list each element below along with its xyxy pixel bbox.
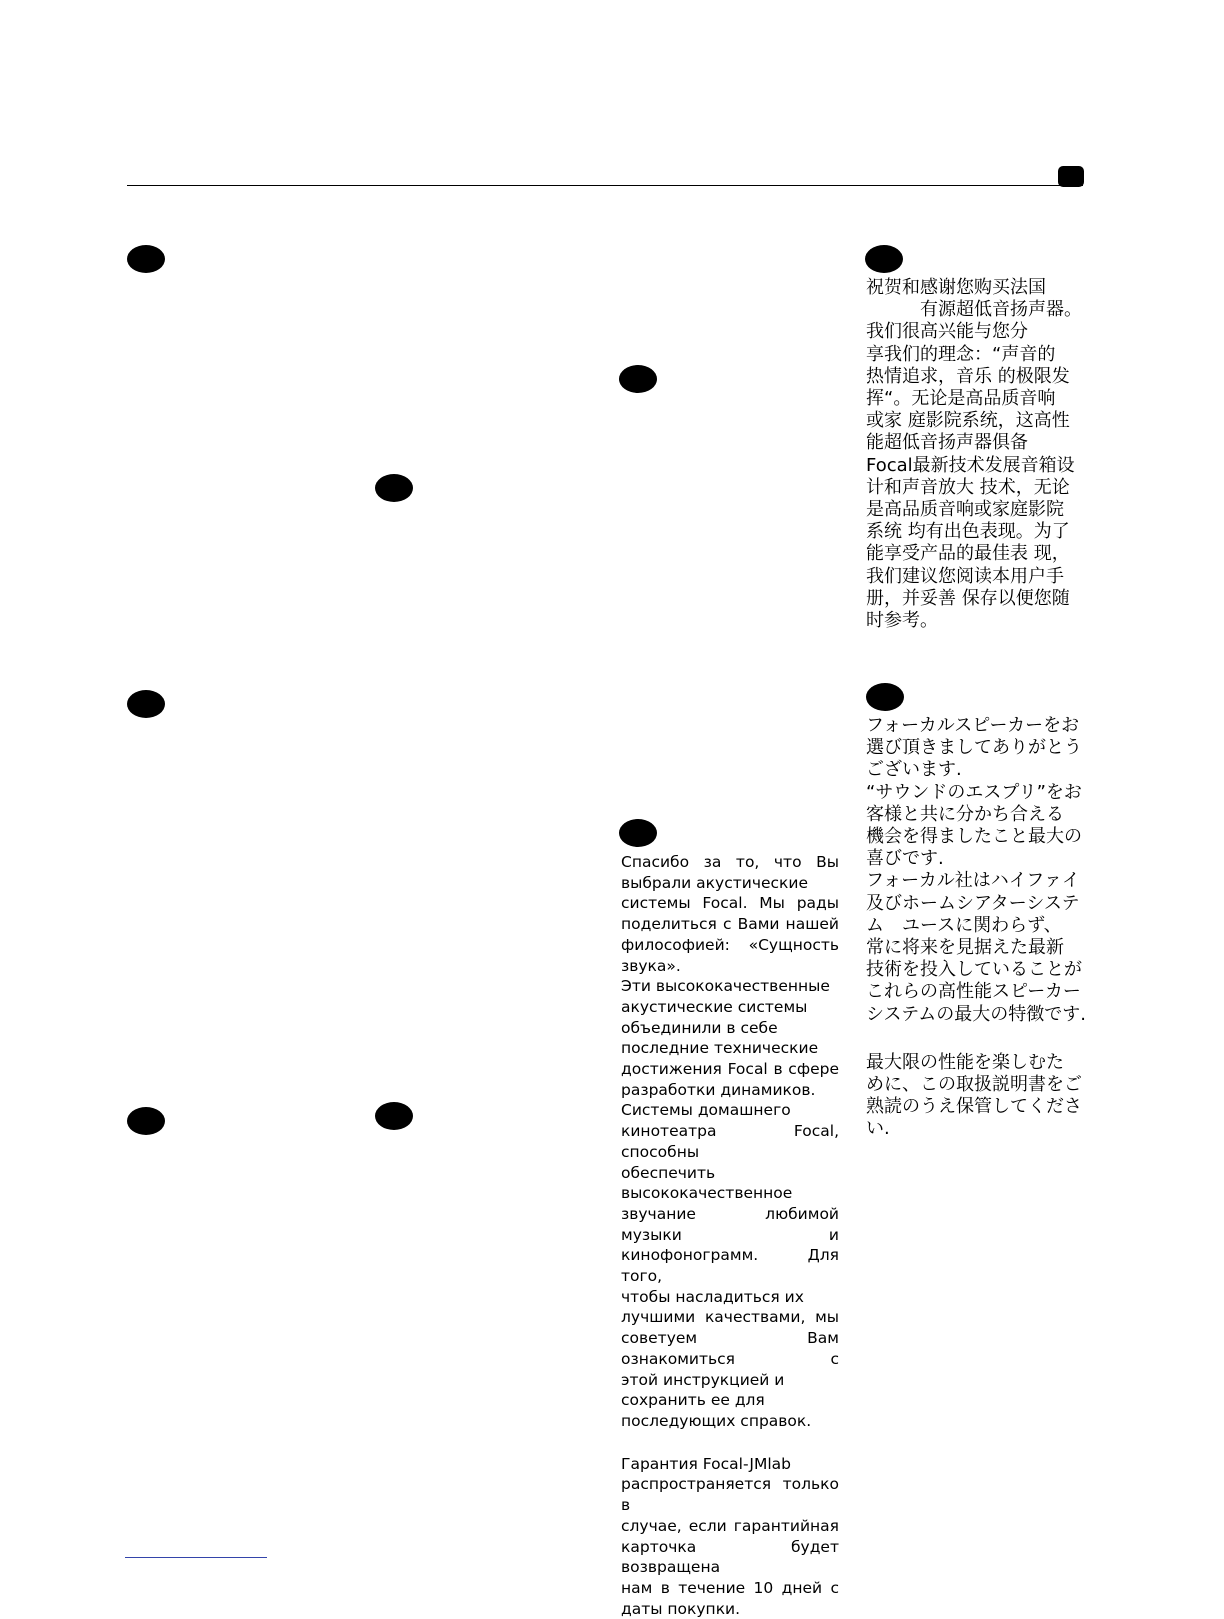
text-line: 能享受产品的最佳表 现， bbox=[866, 543, 1070, 565]
text-line: 技術を投入していることが bbox=[866, 959, 1082, 981]
text-line: последние технические bbox=[621, 1039, 819, 1058]
text-line: Системы домашнего bbox=[621, 1101, 791, 1120]
text-line: 喜びです. bbox=[866, 848, 944, 870]
text-line: системы Focal. Мы рады bbox=[621, 894, 839, 913]
language-marker-zh bbox=[865, 245, 903, 273]
text-line: Гарантия Focal-JMlab bbox=[621, 1454, 791, 1473]
text-line: высококачественное bbox=[621, 1184, 793, 1203]
text-line: кинотеатра Focal, способны bbox=[621, 1122, 839, 1161]
language-marker-3 bbox=[127, 690, 165, 718]
text-line: обеспечить bbox=[621, 1163, 716, 1182]
text-line: システムの最大の特徴です. bbox=[866, 1003, 1086, 1025]
text-line: 时参考。 bbox=[866, 610, 938, 632]
text-line: 機会を得ましたこと最大の bbox=[866, 826, 1082, 848]
japanese-intro-paragraph bbox=[866, 715, 1088, 1026]
text-line: 我们很高兴能与您分 bbox=[866, 321, 1028, 343]
text-line: ム ユースに関わらず、 bbox=[866, 914, 1062, 936]
text-line: 册，并妥善 保存以便您随 bbox=[866, 587, 1070, 609]
text-line: лучшими качествами, мы bbox=[621, 1308, 839, 1327]
japanese-manual-paragraph bbox=[866, 1052, 1088, 1141]
text-line: последующих справок. bbox=[621, 1411, 812, 1430]
russian-text-block bbox=[621, 852, 839, 1619]
text-line: 是高品质音响或家庭影院 bbox=[866, 499, 1064, 521]
text-line: ございます. bbox=[866, 759, 962, 781]
text-line: чтобы насладиться их bbox=[621, 1287, 804, 1306]
text-line: めに、この取扱説明書をご bbox=[866, 1074, 1082, 1096]
text-line: этой инструкцией и bbox=[621, 1370, 785, 1389]
text-line: распространяется только в bbox=[621, 1475, 839, 1515]
text-line: акустические системы bbox=[621, 997, 808, 1016]
text-line: достижения Focal в сфере bbox=[621, 1060, 839, 1079]
text-line: 或家 庭影院系统，这高性 bbox=[866, 410, 1070, 432]
russian-warranty-paragraph bbox=[621, 1454, 839, 1619]
text-line: сохранить ее для bbox=[621, 1391, 765, 1410]
language-marker-6 bbox=[619, 365, 657, 393]
text-line: философией: «Сущность bbox=[621, 935, 839, 954]
text-line: кинофонограмм. Для того, bbox=[621, 1246, 839, 1286]
text-line: случае, если гарантийная bbox=[621, 1516, 839, 1535]
chinese-intro-paragraph bbox=[866, 277, 1088, 632]
language-marker-5 bbox=[375, 1102, 413, 1130]
text-line: звука». bbox=[621, 956, 681, 975]
text-line: 我们建议您阅读本用户手 bbox=[866, 565, 1064, 587]
text-line: “サウンドのエスプリ”をお bbox=[866, 781, 1082, 803]
text-line: フォーカル社はハイファイ bbox=[866, 870, 1080, 892]
text-line: 客様と共に分かち合える bbox=[866, 803, 1064, 825]
text-line: даты покупки. bbox=[621, 1599, 741, 1618]
language-marker-1 bbox=[127, 245, 165, 273]
chinese-text-block bbox=[866, 277, 1088, 632]
text-line: 選び頂きましてありがとう bbox=[866, 737, 1082, 759]
text-line: 熟読のうえ保管してくださ bbox=[866, 1096, 1082, 1118]
text-line: い. bbox=[866, 1118, 890, 1140]
text-line: нам в течение 10 дней с bbox=[621, 1578, 839, 1597]
header-rule bbox=[127, 185, 1083, 186]
language-marker-4 bbox=[127, 1107, 165, 1135]
text-line: 祝贺和感谢您购买法国 bbox=[866, 277, 1046, 298]
text-line: 能超低音扬声器俱备 bbox=[866, 432, 1028, 454]
text-line: Спасибо за то, что Вы bbox=[621, 853, 839, 871]
text-line: 挥“。无论是高品质音响 bbox=[866, 388, 1056, 410]
language-marker-ja bbox=[866, 683, 904, 711]
text-line: поделиться с Вами нашей bbox=[621, 915, 839, 934]
text-line: 有源超低音扬声器。 bbox=[866, 299, 1082, 321]
language-marker-ru bbox=[619, 819, 657, 847]
text-line: これらの高性能スピーカー bbox=[866, 981, 1081, 1003]
text-line: 常に将来を見据えた最新 bbox=[866, 937, 1064, 959]
text-line: советуем Вам ознакомиться с bbox=[621, 1329, 839, 1368]
text-line: выбрали акустические bbox=[621, 873, 809, 892]
text-line: объединили в себе bbox=[621, 1018, 778, 1037]
text-line: разработки динамиков. bbox=[621, 1080, 816, 1099]
text-line: 最大限の性能を楽しむた bbox=[866, 1051, 1064, 1073]
text-line: 计和声音放大 技术，无论 bbox=[866, 476, 1070, 498]
text-line: карточка будет возвращена bbox=[621, 1537, 839, 1577]
text-line: Focal最新技术发展音箱设 bbox=[866, 454, 1075, 476]
japanese-text-block bbox=[866, 715, 1088, 1141]
language-marker-2 bbox=[375, 474, 413, 502]
text-line: звучание любимой музыки и bbox=[621, 1204, 839, 1244]
page-marker bbox=[1058, 166, 1084, 187]
text-line: 热情追求，音乐 的极限发 bbox=[866, 365, 1070, 387]
russian-intro-paragraph bbox=[621, 852, 839, 1432]
footer-rule bbox=[125, 1557, 267, 1558]
text-line: 享我们的理念：“声音的 bbox=[866, 343, 1056, 365]
text-line: Эти высококачественные bbox=[621, 977, 830, 996]
text-line: 及びホームシアターシステ bbox=[866, 892, 1080, 914]
text-line: 系统 均有出色表现。为了 bbox=[866, 521, 1070, 543]
text-line: フォーカルスピーカーをお bbox=[866, 715, 1080, 736]
